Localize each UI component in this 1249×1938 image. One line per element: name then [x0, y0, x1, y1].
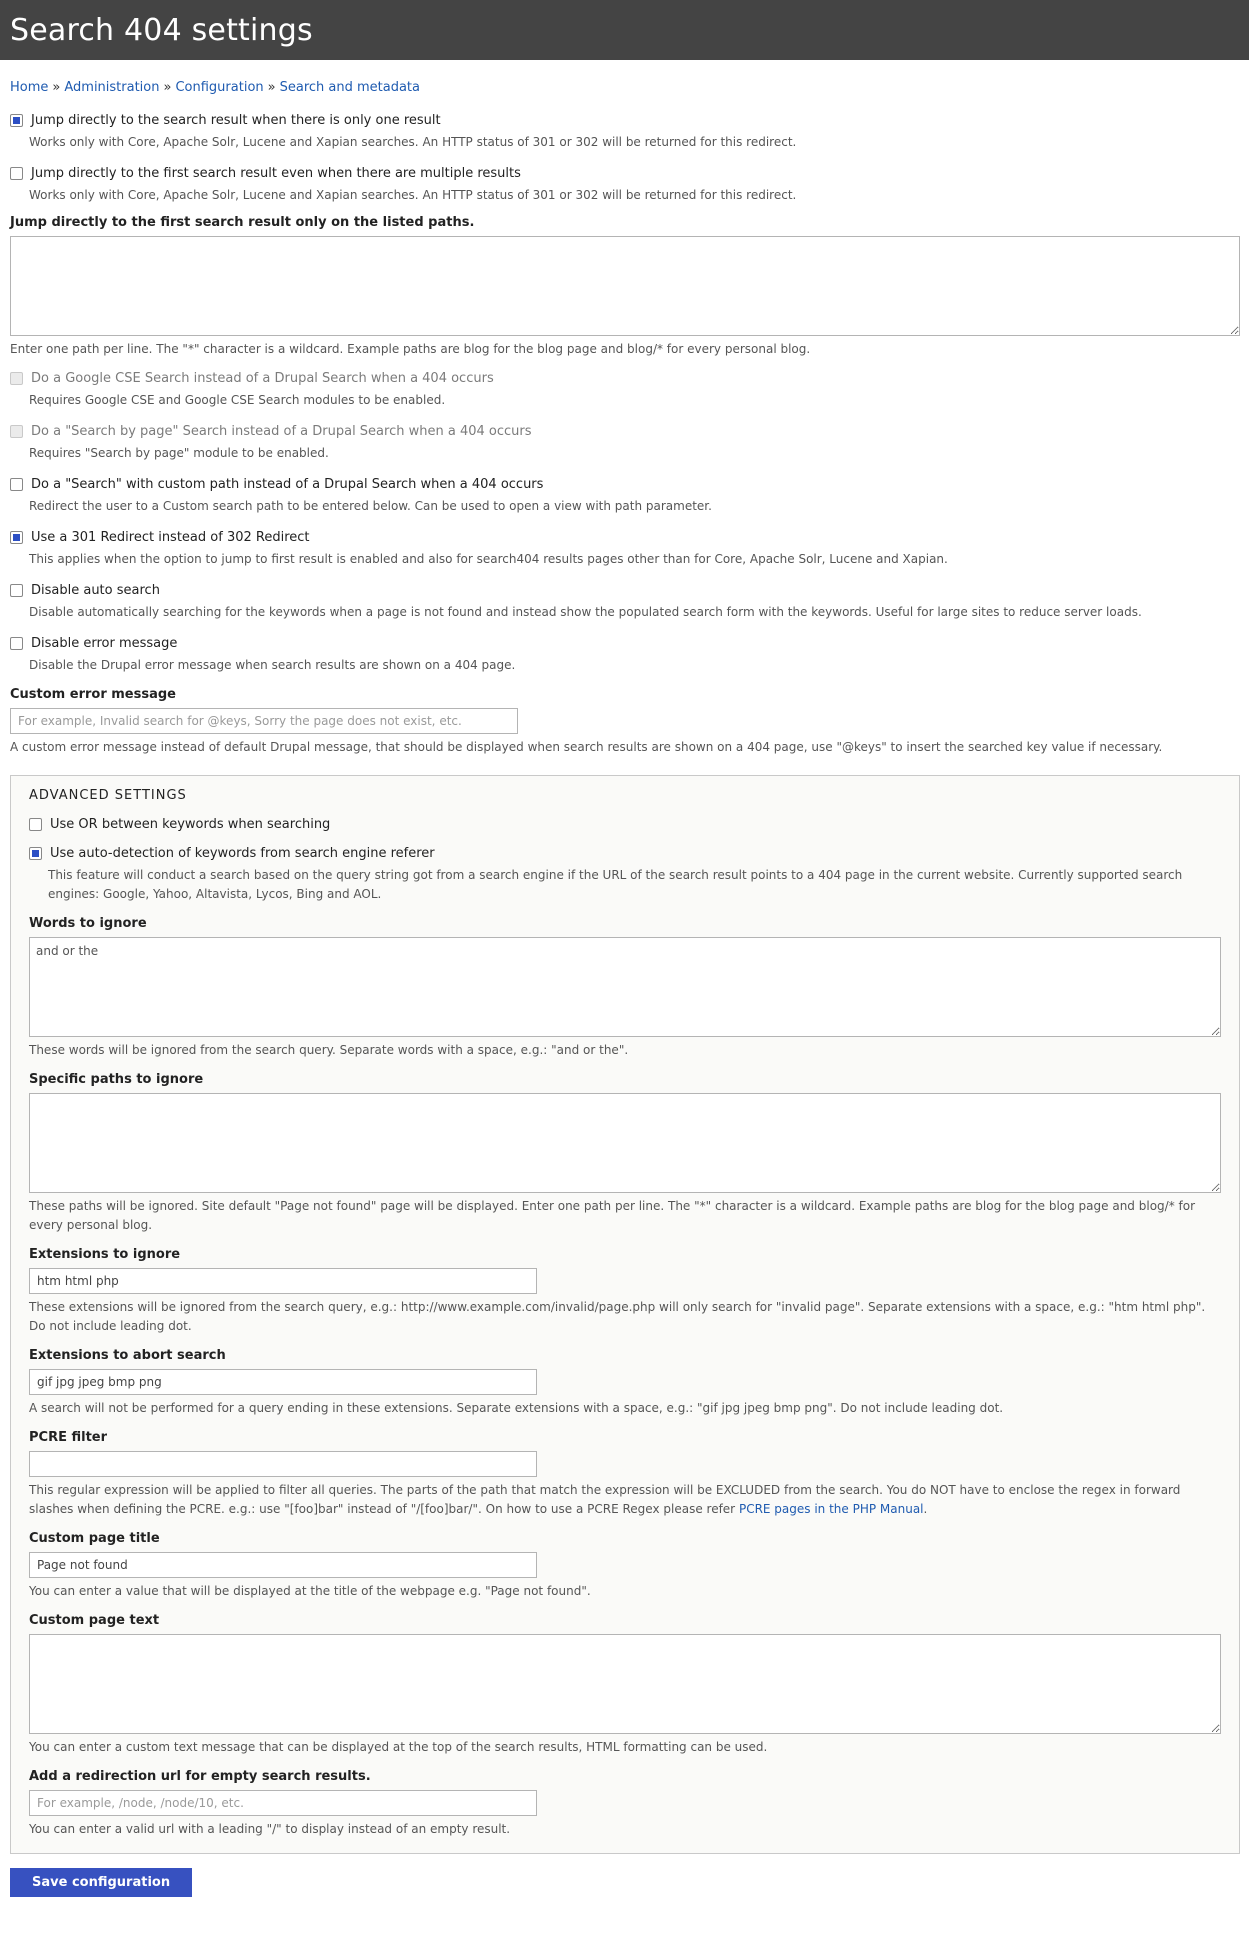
words-ignore-item	[29, 916, 1221, 1060]
google-cse-item	[10, 371, 1239, 410]
page-title: Search 404 settings	[10, 12, 313, 48]
ext-ignore-description: These extensions will be ignored from the search query, e.g.: http://www.example.com/invalid/page.php will only search for "invalid page". Separate extensions with a space, e.g.: "htm html php". Do not include leading dot.	[29, 1300, 1206, 1333]
jump-one-label: Jump directly to the search result when there is only one result	[31, 113, 441, 128]
words-ignore-description: These words will be ignored from the search query. Separate words with a space, e.g.: "and or the".	[29, 1043, 629, 1057]
pcre-manual-link[interactable]: PCRE pages in the PHP Manual	[738, 1502, 924, 1516]
google-cse-checkbox	[10, 372, 23, 385]
advanced-settings-legend: ADVANCED SETTINGS	[29, 788, 187, 803]
paths-ignore-textarea[interactable]	[29, 1093, 1221, 1193]
custom-path-checkbox[interactable]	[10, 478, 23, 491]
jump-first-item	[10, 166, 1239, 205]
jump-one-item	[10, 113, 1239, 152]
use-or-checkbox[interactable]	[29, 818, 42, 831]
redirect-empty-input[interactable]	[29, 1790, 537, 1816]
custom-error-label: Custom error message	[10, 687, 176, 702]
redirect-empty-description: You can enter a valid url with a leading "/" to display instead of an empty result.	[29, 1822, 511, 1836]
pcre-label: PCRE filter	[29, 1430, 108, 1445]
page-text-description: You can enter a custom text message that can be displayed at the top of the search results, HTML formatting can be used.	[29, 1740, 768, 1754]
breadcrumb-search-metadata[interactable]: Search and metadata	[279, 80, 421, 95]
save-configuration-button[interactable]: Save configuration	[10, 1868, 192, 1897]
paths-ignore-description: These paths will be ignored. Site default "Page not found" page will be displayed. Enter one path per line. The "*" character is a wildcard. Example paths are blog for the blog page and blog/* for every personal blog.	[29, 1199, 1196, 1232]
paths-ignore-item	[29, 1072, 1221, 1235]
ext-ignore-label: Extensions to ignore	[29, 1247, 181, 1262]
custom-path-label: Do a "Search" with custom path instead of a Drupal Search when a 404 occurs	[31, 477, 544, 492]
breadcrumb-home[interactable]: Home	[10, 80, 49, 95]
search-by-page-checkbox	[10, 425, 23, 438]
jump-first-label: Jump directly to the first search result even when there are multiple results	[31, 166, 521, 181]
ext-ignore-item	[29, 1247, 1221, 1336]
disable-auto-item	[10, 583, 1239, 622]
custom-error-item	[10, 687, 1239, 757]
advanced-settings-fieldset	[10, 775, 1240, 1854]
google-cse-label: Do a Google CSE Search instead of a Drupal Search when a 404 occurs	[31, 371, 494, 386]
page-text-textarea[interactable]	[29, 1634, 1221, 1734]
breadcrumb-separator: »	[52, 80, 61, 95]
search-by-page-item	[10, 424, 1239, 463]
page-text-item	[29, 1613, 1221, 1757]
pcre-item	[29, 1430, 1221, 1519]
custom-path-description: Redirect the user to a Custom search path to be entered below. Can be used to open a view with path parameter.	[29, 499, 712, 513]
page-title-item	[29, 1531, 1221, 1601]
disable-auto-checkbox[interactable]	[10, 584, 23, 597]
redirect-empty-label: Add a redirection url for empty search results.	[29, 1769, 371, 1784]
auto-detect-checkbox[interactable]	[29, 847, 42, 860]
auto-detect-label: Use auto-detection of keywords from search engine referer	[50, 846, 435, 861]
main-content	[0, 80, 1249, 1917]
breadcrumb	[10, 80, 1239, 95]
listed-paths-textarea[interactable]	[10, 236, 1240, 336]
pcre-description-text: This regular expression will be applied to filter all queries. The parts of the path that match the expression will be EXCLUDED from the search. You do NOT have to enclose the regex in forward slashes when defining the PCRE. e.g.: use "[foo]bar" instead of "/[foo]bar/". On how to use a PCRE Regex please refer	[29, 1483, 1181, 1516]
breadcrumb-configuration[interactable]: Configuration	[175, 80, 264, 95]
disable-auto-label: Disable auto search	[31, 583, 160, 598]
custom-path-item	[10, 477, 1239, 516]
jump-one-description: Works only with Core, Apache Solr, Lucene and Xapian searches. An HTTP status of 301 or 302 will be returned for this redirect.	[29, 135, 797, 149]
pcre-input[interactable]	[29, 1451, 537, 1477]
auto-detect-description: This feature will conduct a search based on the query string got from a search engine if the URL of the search result points to a 404 page in the current website. Currently supported search engines: Google, Yahoo, Altavista, Lycos, Bing and AOL.	[48, 868, 1183, 901]
breadcrumb-separator: »	[163, 80, 172, 95]
paths-ignore-label: Specific paths to ignore	[29, 1072, 204, 1087]
disable-error-item	[10, 636, 1239, 675]
google-cse-description: Requires Google CSE and Google CSE Search modules to be enabled.	[29, 393, 446, 407]
page-title-label: Custom page title	[29, 1531, 160, 1546]
redirect-301-checkbox[interactable]	[10, 531, 23, 544]
words-ignore-textarea[interactable]	[29, 937, 1221, 1037]
listed-paths-label: Jump directly to the first search result only on the listed paths.	[10, 215, 475, 230]
use-or-item	[29, 817, 1221, 832]
breadcrumb-separator: »	[267, 80, 276, 95]
listed-paths-description: Enter one path per line. The "*" character is a wildcard. Example paths are blog for the blog page and blog/* for every personal blog.	[10, 342, 811, 356]
disable-auto-description: Disable automatically searching for the keywords when a page is not found and instead show the populated search form with the keywords. Useful for large sites to reduce server loads.	[29, 605, 1142, 619]
ext-abort-description: A search will not be performed for a query ending in these extensions. Separate extensions with a space, e.g.: "gif jpg jpeg bmp png". Do not include leading dot.	[29, 1401, 1004, 1415]
words-ignore-label: Words to ignore	[29, 916, 147, 931]
ext-abort-input[interactable]	[29, 1369, 537, 1395]
page-header	[0, 0, 1249, 60]
custom-error-input[interactable]	[10, 708, 518, 734]
page-title-description: You can enter a value that will be displayed at the title of the webpage e.g. "Page not found".	[29, 1584, 591, 1598]
ext-abort-label: Extensions to abort search	[29, 1348, 226, 1363]
search-by-page-label: Do a "Search by page" Search instead of a Drupal Search when a 404 occurs	[31, 424, 532, 439]
listed-paths-item	[10, 215, 1239, 359]
redirect-301-item	[10, 530, 1239, 569]
jump-one-checkbox[interactable]	[10, 114, 23, 127]
redirect-empty-item	[29, 1769, 1221, 1839]
page-title-input[interactable]	[29, 1552, 537, 1578]
page-text-label: Custom page text	[29, 1613, 160, 1628]
jump-first-checkbox[interactable]	[10, 167, 23, 180]
ext-abort-item	[29, 1348, 1221, 1418]
disable-error-checkbox[interactable]	[10, 637, 23, 650]
ext-ignore-input[interactable]	[29, 1268, 537, 1294]
disable-error-description: Disable the Drupal error message when search results are shown on a 404 page.	[29, 658, 516, 672]
use-or-label: Use OR between keywords when searching	[50, 817, 331, 832]
pcre-description-end: .	[923, 1502, 928, 1516]
redirect-301-description: This applies when the option to jump to first result is enabled and also for search404 results pages other than for Core, Apache Solr, Lucene and Xapian.	[29, 552, 948, 566]
redirect-301-label: Use a 301 Redirect instead of 302 Redirect	[31, 530, 310, 545]
disable-error-label: Disable error message	[31, 636, 178, 651]
custom-error-description: A custom error message instead of default Drupal message, that should be displayed when search results are shown on a 404 page, use "@keys" to insert the searched key value if necessary.	[10, 740, 1163, 754]
jump-first-description: Works only with Core, Apache Solr, Lucene and Xapian searches. An HTTP status of 301 or 302 will be returned for this redirect.	[29, 188, 797, 202]
pcre-description	[29, 1481, 1221, 1519]
breadcrumb-administration[interactable]: Administration	[64, 80, 160, 95]
auto-detect-item	[29, 846, 1221, 904]
search-by-page-description: Requires "Search by page" module to be enabled.	[29, 446, 329, 460]
